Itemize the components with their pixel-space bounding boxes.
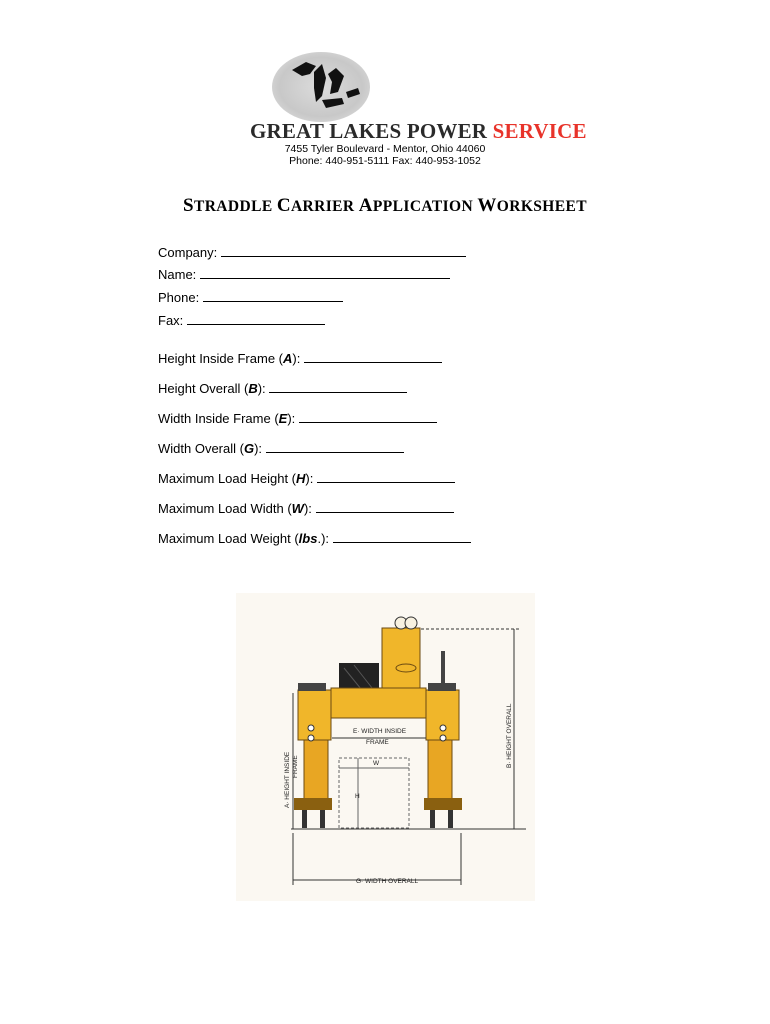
field-label: Width Overall ( <box>158 441 244 456</box>
name-label: Name: <box>158 267 197 282</box>
company-field <box>158 243 466 260</box>
field-suffix: ): <box>292 351 301 366</box>
label-h: H <box>355 793 360 800</box>
label-height-inside: A· HEIGHT INSIDE <box>284 751 291 808</box>
company-input-line[interactable] <box>221 243 466 257</box>
field-suffix: ): <box>287 411 296 426</box>
field-label: Height Inside Frame ( <box>158 351 283 366</box>
fax-label: Fax: <box>158 313 184 328</box>
max-load-height-field <box>158 469 455 486</box>
field-key: B <box>248 381 258 396</box>
field-suffix: ): <box>254 441 263 456</box>
company-address: 7455 Tyler Boulevard - Mentor, Ohio 44060 <box>284 143 486 155</box>
field-key: lbs <box>298 531 318 546</box>
company-contact: Phone: 440-951-5111 Fax: 440-953-1052 <box>289 155 481 167</box>
title-rest-4: ORKSHEET <box>496 198 587 215</box>
height-overall-field <box>158 379 407 396</box>
label-height-overall: B· HEIGHT OVERALL <box>506 703 513 768</box>
height-inside-frame-input-line[interactable] <box>304 349 442 363</box>
title-rest-2: ARRIER <box>290 198 355 215</box>
field-suffix: ): <box>305 471 314 486</box>
company-name-main: GREAT LAKES POWER <box>250 119 488 143</box>
max-load-weight-field <box>158 529 471 546</box>
label-width-overall: G· WIDTH OVERALL <box>356 878 419 885</box>
label-w: W <box>373 760 380 767</box>
max-load-width-field <box>158 499 454 516</box>
title-rest-1: TRADDLE <box>193 198 273 215</box>
straddle-carrier-icon <box>236 593 535 901</box>
width-overall-field <box>158 439 404 456</box>
max-load-weight-input-line[interactable] <box>333 529 471 543</box>
company-name-service: SERVICE <box>492 119 587 143</box>
width-inside-frame-input-line[interactable] <box>299 409 437 423</box>
phone-label: Phone: <box>158 290 200 305</box>
title-rest-3: PPLICATION <box>372 198 474 215</box>
title-cap-2: C <box>276 195 291 216</box>
field-label: Maximum Load Width ( <box>158 501 292 516</box>
title-cap-1: S <box>183 195 194 216</box>
label-height-inside-2: FRAME <box>292 755 299 778</box>
max-load-height-input-line[interactable] <box>317 469 455 483</box>
field-label: Maximum Load Height ( <box>158 471 296 486</box>
height-overall-input-line[interactable] <box>269 379 407 393</box>
document-title <box>0 195 770 217</box>
field-key: W <box>291 501 304 516</box>
name-input-line[interactable] <box>200 265 450 279</box>
title-cap-3: A <box>358 195 373 216</box>
field-suffix: ): <box>303 501 312 516</box>
company-name <box>250 119 587 144</box>
width-overall-input-line[interactable] <box>266 439 404 453</box>
company-label: Company: <box>158 245 218 260</box>
label-frame: FRAME <box>366 739 389 746</box>
fax-field <box>158 311 325 328</box>
phone-input-line[interactable] <box>203 288 343 302</box>
logo-emblem <box>272 52 370 122</box>
field-key: H <box>296 471 306 486</box>
field-suffix: ): <box>257 381 266 396</box>
max-load-width-input-line[interactable] <box>316 499 454 513</box>
field-key: A <box>283 351 293 366</box>
great-lakes-map-icon <box>272 52 370 122</box>
field-key: E <box>278 411 288 426</box>
field-label: Maximum Load Weight ( <box>158 531 299 546</box>
width-inside-frame-field <box>158 409 437 426</box>
height-inside-frame-field <box>158 349 442 366</box>
field-label: Width Inside Frame ( <box>158 411 279 426</box>
name-field <box>158 265 450 282</box>
fax-input-line[interactable] <box>187 311 325 325</box>
label-width-inside: E· WIDTH INSIDE <box>353 728 407 735</box>
field-label: Height Overall ( <box>158 381 249 396</box>
phone-field <box>158 288 343 305</box>
straddle-carrier-diagram <box>236 593 535 901</box>
title-cap-4: W <box>477 195 497 216</box>
field-key: G <box>243 441 255 456</box>
field-suffix: .): <box>317 531 330 546</box>
